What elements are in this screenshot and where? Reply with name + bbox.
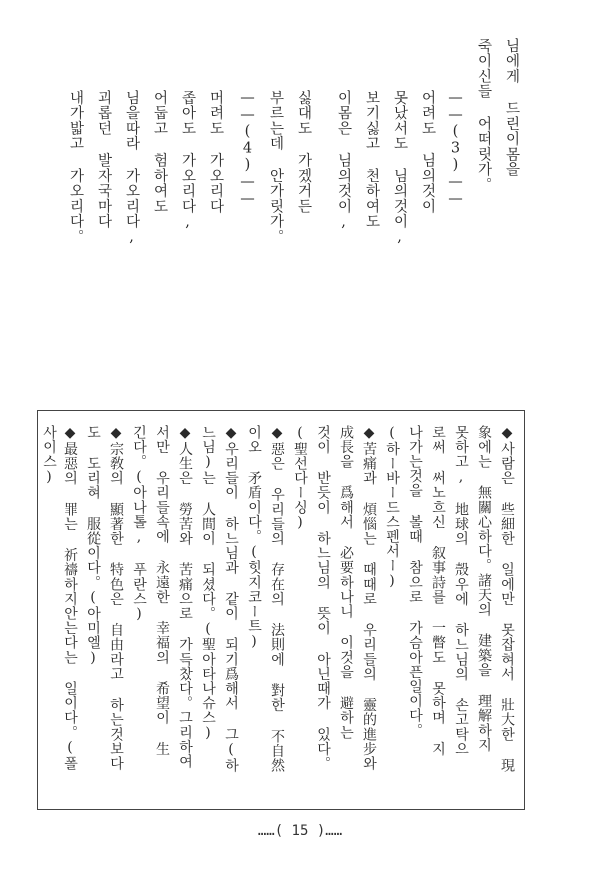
poem-line: 죽이신들 어떠릿가。 — [475, 38, 492, 193]
quote-line: 사이스) — [41, 425, 57, 486]
poem-line: 어려도 님의것이 — [419, 90, 436, 214]
quote-line: ◆우리들이 하느님과 같이 되기爲해서 그(하 — [223, 425, 239, 773]
quote-line: ◆宗敎의 顯著한 特色은 自由라고 하는것보다 — [108, 425, 124, 771]
poem-line: 괴롭던 발자국마다 — [95, 90, 112, 230]
quote-line: 이오 矛盾이다。(힛지코ー트) — [246, 425, 262, 650]
poem-line: 머려도 가오리다 — [207, 90, 224, 214]
quote-line: 서만 우리들속에 永遠한 幸福의 希望이 生 — [154, 425, 170, 757]
quote-line: ◆惡은 우리들의 存在의 法則에 對한 不自然 — [269, 425, 285, 773]
page-number: ……( 15 )…… — [257, 823, 343, 839]
quote-line: ◆人生은 勞苦와 苦痛으로 가득찼다。그리하여 — [177, 425, 193, 769]
poem-line: 님에게 드린이몸을 — [503, 38, 520, 178]
quote-attribution: (聖선다ー싱) — [292, 425, 308, 532]
quote-line: 成長을 爲해서 必要하나니 이것을 避하는 — [338, 425, 354, 740]
poem-line: 좁아도 가오리다, — [179, 90, 196, 231]
poem-line: 어둡고 험하여도 — [151, 90, 168, 214]
quote-line: ◆最惡의 罪는 祈禱하지안는다는 일이다。(폴 — [62, 425, 78, 771]
poem-line: 부르는데 안가릿가。 — [267, 90, 284, 245]
quote-attribution: (하ー바ー드스펜서ー) — [384, 425, 400, 590]
quote-line: 느님)는 人間이 되셨다。(聖아타나슈스) — [200, 425, 216, 742]
poem-section — [0, 38, 600, 378]
poem-line: 싫대도 가겠거든 — [295, 90, 312, 214]
poem-line: 보기싫고 천하여도 — [363, 90, 380, 230]
poem-line: 님을따라 가오리다, — [123, 90, 140, 246]
quote-line: 로써 써노흐신 叙事詩를 一瞥도 못하며 지 — [430, 425, 446, 757]
poem-line: 못났서도 님의것이, — [391, 90, 408, 246]
quote-line: 것이 반듯이 하느님의 뜻이 아닌때가 있다。 — [315, 425, 331, 771]
quote-line: 긴다。(아나톨, 푸란스) — [131, 425, 147, 623]
quote-line: ◆苦痛과 煩惱는 때때로 우리들의 靈的進步와 — [361, 425, 377, 771]
quote-line: ◆사람은 些細한 일에만 못잡혀서 壯大한 現 — [499, 425, 515, 773]
quote-line: 못하고, 地球의 殼우에 하느님의 손고탁으 — [453, 425, 469, 757]
quote-line: 도 도리혀 服從이다。(아미엘) — [85, 425, 101, 667]
quote-line: 나가는것을 볼때 참으로 가슴아픈일이다。 — [407, 425, 423, 738]
poem-line: 내가밟고 가오리다。 — [67, 90, 84, 245]
poem-line: 이몸은 님의것이, — [335, 90, 352, 231]
quote-line: 象에는 無關心하다。諸天의 建築을 理解하지 — [476, 425, 492, 753]
quotes-box — [37, 410, 525, 810]
section-marker: ——(4)—— — [239, 90, 256, 208]
section-marker: ——(3)—— — [447, 90, 464, 208]
